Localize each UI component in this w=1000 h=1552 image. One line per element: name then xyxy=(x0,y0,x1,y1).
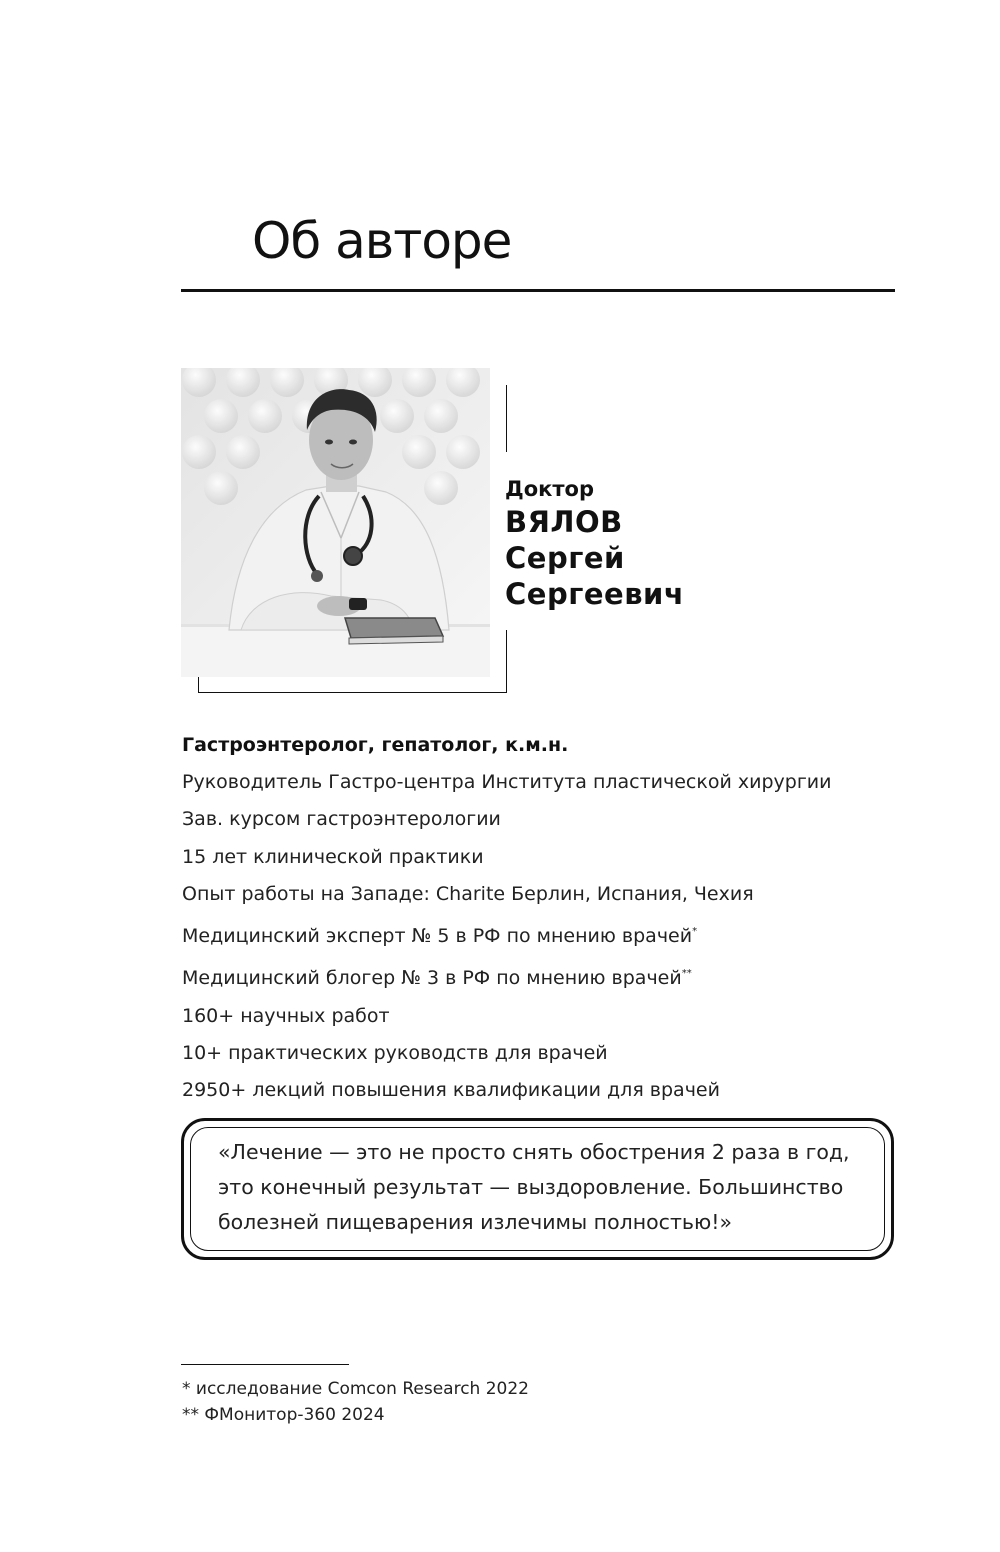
quote-box xyxy=(181,1118,894,1260)
credential-text: Медицинский блогер № 3 в РФ по мнению врачей xyxy=(182,967,682,990)
photo-frame-left xyxy=(198,676,199,692)
quote-text: «Лечение — это не просто снять обострения 2 раза в год, это конечный результат — выздоровление. Большинство болезней пищеварения излечимы полностью!» xyxy=(218,1140,850,1234)
credentials-list xyxy=(182,726,832,1110)
author-first-name: Сергей xyxy=(505,541,625,575)
photo-frame-bottom xyxy=(198,692,507,693)
footnotes xyxy=(182,1376,529,1428)
credential-text: Медицинский эксперт № 5 в РФ по мнению врачей xyxy=(182,925,693,948)
credential-item: Опыт работы на Западе: Charite Берлин, Испания, Чехия xyxy=(182,882,754,905)
credential-item xyxy=(182,913,832,955)
title-underline xyxy=(181,289,895,292)
credential-item: Руководитель Гастро-центра Института пластической хирургии xyxy=(182,771,832,793)
credential-item xyxy=(182,955,832,997)
credential-item: Зав. курсом гастроэнтерологии xyxy=(182,808,501,831)
author-surname: ВЯЛОВ xyxy=(505,505,623,539)
credential-item: 2950+ лекций повышения квалификации для врачей xyxy=(182,1079,720,1102)
page-title: Об авторе xyxy=(252,212,512,270)
author-name-block xyxy=(505,474,684,612)
credentials-lead: Гастроэнтеролог, гепатолог, к.м.н. xyxy=(182,734,569,756)
footnote-rule xyxy=(181,1364,349,1365)
footnote-1: * исследование Comcon Research 2022 xyxy=(182,1379,529,1399)
credential-item: 10+ практических руководств для врачей xyxy=(182,1042,608,1065)
author-patronymic: Сергеевич xyxy=(505,577,685,611)
author-prefix: Доктор xyxy=(505,477,595,501)
footnote-mark: ** xyxy=(681,968,692,980)
credential-item: 15 лет клинической практики xyxy=(182,845,484,868)
author-photo xyxy=(181,368,490,677)
footnote-2: ** ФМонитор-360 2024 xyxy=(182,1405,385,1425)
credential-item: 160+ научных работ xyxy=(182,1004,390,1027)
footnote-mark: * xyxy=(692,926,698,938)
